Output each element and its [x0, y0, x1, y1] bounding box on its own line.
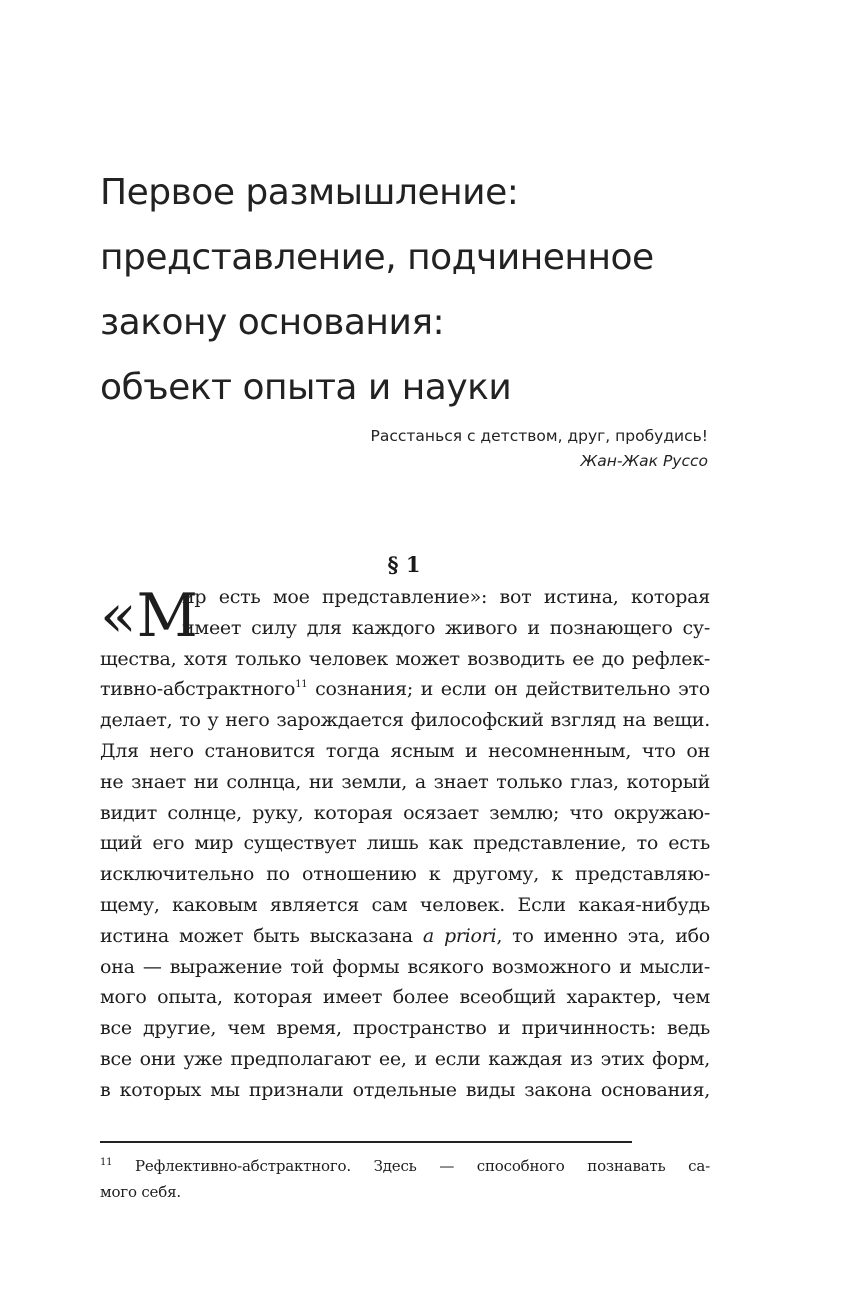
body-paragraph: [100, 582, 710, 1106]
footnote-reference[interactable]: 11: [295, 679, 308, 691]
footnote: [100, 1153, 710, 1205]
footnote-mark: 11: [100, 1157, 113, 1168]
body-line: видит солнце, руку, которая осязает землю; что окружаю-: [100, 801, 710, 824]
body-line: щему, каковым является сам человек. Если какая-нибудь: [100, 893, 710, 916]
body-line: исключительно по отношению к другому, к представляю-: [100, 863, 710, 886]
body-line: все другие, чем время, пространство и причинность: ведь: [100, 1017, 710, 1040]
chapter-title-line: Первое размышление:: [100, 172, 519, 213]
dropcap-row: [100, 581, 710, 651]
footnote-line: мого себя.: [100, 1183, 181, 1201]
body-line: Для него становится тогда ясным и несомненным, что он: [100, 739, 710, 762]
body-text-fragment: сознания; и если он действительно это: [307, 678, 710, 701]
dropcap: «М: [100, 581, 198, 651]
body-line: делает, то у него зарождается философский взгляд на вещи.: [100, 709, 710, 732]
chapter-title-line: закону основания:: [100, 302, 445, 343]
section-heading: § 1: [387, 552, 421, 577]
body-line: щества, хотя только человек может возводить ее до рефлек-: [100, 647, 710, 670]
body-line: ир есть мое представление»: вот истина, которая: [182, 586, 710, 608]
chapter-title-line: объект опыта и науки: [100, 367, 512, 408]
body-line: щий его мир существует лишь как представление, то есть: [100, 832, 710, 855]
body-line: все они уже предполагают ее, и если каждая из этих форм,: [100, 1047, 710, 1070]
footnote-text: Рефлективно-абстрактного. Здесь — способного познавать са-: [112, 1157, 710, 1175]
body-line: [100, 921, 710, 952]
body-line: не знает ни солнца, ни земли, а знает только глаз, который: [100, 770, 710, 793]
epigraph-author: Жан-Жак Руссо: [580, 452, 708, 470]
body-line: имеет силу для каждого живого и познающего су-: [182, 616, 710, 639]
chapter-title: [100, 160, 740, 420]
epigraph: [371, 424, 708, 474]
body-line: она — выражение той формы всякого возможного и мысли-: [100, 955, 710, 978]
body-text-fragment: , то именно эта, ибо: [496, 924, 710, 947]
body-text-fragment: тивно-абстрактного: [100, 678, 296, 701]
body-line: мого опыта, которая имеет более всеобщий характер, чем: [100, 986, 710, 1009]
footnote-line: [100, 1153, 710, 1179]
footnote-divider: [100, 1141, 632, 1143]
body-line: [100, 674, 710, 705]
epigraph-quote: Расстанься с детством, друг, пробудись!: [370, 427, 708, 445]
dropcap-lines: [182, 582, 710, 644]
chapter-title-line: представление, подчиненное: [100, 237, 654, 278]
body-text-fragment: истина может быть высказана: [100, 924, 423, 947]
body-line: в которых мы признали отдельные виды закона основания,: [100, 1078, 710, 1101]
italic-term: a priori: [422, 924, 497, 947]
